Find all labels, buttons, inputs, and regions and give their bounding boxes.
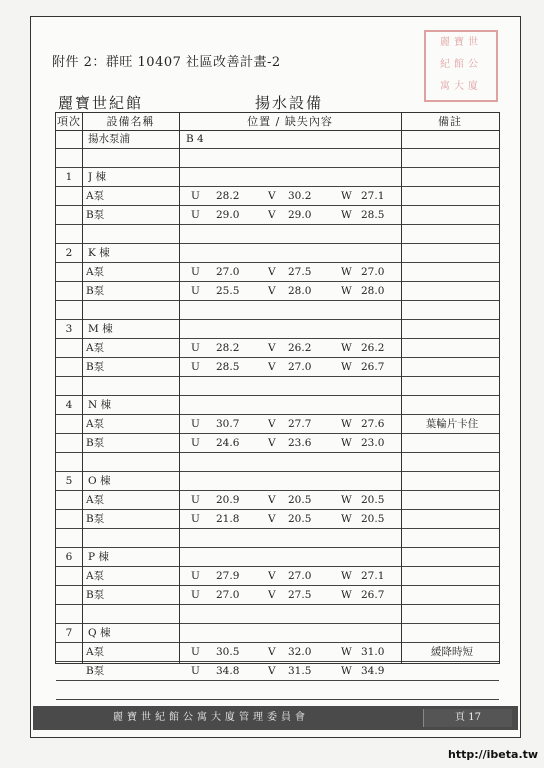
phase-w-value: 28.0 — [361, 285, 385, 297]
phase-v-value: 31.5 — [288, 665, 312, 677]
phase-label-w: W — [341, 342, 352, 354]
phase-label-w: W — [341, 361, 352, 373]
phase-v-value: 20.5 — [288, 494, 312, 506]
pump-name: A泵 — [86, 418, 105, 430]
phase-w-value: 26.7 — [361, 361, 385, 373]
phase-label-v: V — [268, 513, 276, 525]
seal-stamp — [424, 30, 498, 102]
phase-v-value: 26.2 — [288, 342, 312, 354]
column-divider — [82, 113, 83, 663]
phase-label-u: U — [191, 266, 200, 278]
phase-label-v: V — [268, 209, 276, 221]
watermark: http://ibeta.tw — [448, 748, 539, 761]
table-row — [56, 567, 499, 586]
phase-label-v: V — [268, 589, 276, 601]
table-row — [56, 491, 499, 510]
remark-text — [406, 662, 498, 680]
item-number: 1 — [65, 171, 73, 183]
table-row — [56, 282, 499, 301]
phase-v-value: 30.2 — [288, 190, 312, 202]
table-row — [56, 586, 499, 605]
phase-label-v: V — [268, 342, 276, 354]
phase-v-value: 27.5 — [288, 266, 312, 278]
building-label: K 棟 — [88, 247, 110, 259]
appendix-title: 附件 2：群旺 10407 社區改善計畫-2 — [52, 55, 281, 70]
table-row — [56, 396, 499, 415]
phase-u-value: 27.9 — [216, 570, 240, 582]
table-row — [56, 453, 499, 472]
table-header — [56, 113, 499, 131]
phase-label-v: V — [268, 190, 276, 202]
phase-u-value: 28.2 — [216, 342, 240, 354]
pump-name: B泵 — [86, 209, 105, 221]
phase-label-v: V — [268, 494, 276, 506]
item-number: 6 — [65, 551, 73, 563]
remark-text — [406, 567, 498, 585]
phase-w-value: 20.5 — [361, 494, 385, 506]
table-row — [56, 168, 499, 187]
phase-u-value: 20.9 — [216, 494, 240, 506]
phase-label-w: W — [341, 646, 352, 658]
header-item: 項次 — [57, 115, 81, 128]
building-label: J 棟 — [88, 171, 107, 183]
phase-label-w: W — [341, 494, 352, 506]
phase-label-u: U — [191, 570, 200, 582]
phase-u-value: 28.5 — [216, 361, 240, 373]
table-row — [56, 225, 499, 244]
phase-label-v: V — [268, 665, 276, 677]
phase-w-value: 27.0 — [361, 266, 385, 278]
phase-w-value: 26.2 — [361, 342, 385, 354]
pump-name: B泵 — [86, 589, 105, 601]
phase-v-value: 20.5 — [288, 513, 312, 525]
phase-label-w: W — [341, 266, 352, 278]
phase-w-value: 20.5 — [361, 513, 385, 525]
building-label: M 棟 — [88, 323, 113, 335]
remark-text — [406, 586, 498, 604]
item-number: 3 — [65, 323, 73, 335]
remark-text — [406, 434, 498, 452]
phase-w-value: 28.5 — [361, 209, 385, 221]
building-name: 麗寶世紀館 — [58, 94, 144, 112]
pump-name: B泵 — [86, 437, 105, 449]
phase-label-u: U — [191, 665, 200, 677]
phase-u-value: 29.0 — [216, 209, 240, 221]
phase-label-u: U — [191, 209, 200, 221]
table-row — [56, 510, 499, 529]
phase-label-w: W — [341, 513, 352, 525]
section-title: 揚水設備 — [255, 94, 324, 112]
remark-text — [406, 339, 498, 357]
header-location: 位置 / 缺失內容 — [247, 115, 333, 128]
table-row — [56, 187, 499, 206]
table-row — [56, 301, 499, 320]
location-text: B 4 — [186, 133, 204, 145]
table-row — [56, 339, 499, 358]
pump-name: A泵 — [86, 190, 105, 202]
remark-text — [406, 510, 498, 528]
phase-label-u: U — [191, 589, 200, 601]
phase-label-u: U — [191, 190, 200, 202]
pump-name: A泵 — [86, 494, 105, 506]
table-row — [56, 358, 499, 377]
remark-text — [406, 206, 498, 224]
phase-label-w: W — [341, 209, 352, 221]
phase-label-w: W — [341, 418, 352, 430]
phase-u-value: 27.0 — [216, 589, 240, 601]
phase-v-value: 32.0 — [288, 646, 312, 658]
table-row — [56, 263, 499, 282]
table-row — [56, 643, 499, 662]
table-row — [56, 662, 499, 681]
table-row — [56, 149, 499, 168]
phase-label-v: V — [268, 285, 276, 297]
table-row — [56, 529, 499, 548]
header-equipment: 設備名稱 — [106, 115, 155, 128]
remark-text — [406, 491, 498, 509]
building-label: Q 棟 — [88, 627, 111, 639]
phase-w-value: 27.6 — [361, 418, 385, 430]
phase-u-value: 24.6 — [216, 437, 240, 449]
pump-name: A泵 — [86, 570, 105, 582]
building-label: N 棟 — [88, 399, 112, 411]
phase-v-value: 23.6 — [288, 437, 312, 449]
phase-u-value: 21.8 — [216, 513, 240, 525]
phase-label-u: U — [191, 494, 200, 506]
phase-label-v: V — [268, 570, 276, 582]
table-row — [56, 206, 499, 225]
table-row — [56, 415, 499, 434]
pump-name: A泵 — [86, 342, 105, 354]
phase-w-value: 23.0 — [361, 437, 385, 449]
phase-w-value: 34.9 — [361, 665, 385, 677]
table-row — [56, 472, 499, 491]
pump-name: A泵 — [86, 266, 105, 278]
remark-text — [406, 187, 498, 205]
column-divider — [401, 113, 402, 663]
phase-label-w: W — [341, 665, 352, 677]
page-number: 頁 17 — [423, 709, 512, 727]
phase-u-value: 25.5 — [216, 285, 240, 297]
stamp-line: 麗寶世 — [440, 37, 482, 48]
remark-text: 葉輪片卡住 — [425, 418, 479, 430]
table-row — [56, 681, 499, 700]
phase-label-u: U — [191, 513, 200, 525]
item-number: 4 — [65, 399, 73, 411]
remark-text — [406, 358, 498, 376]
phase-label-u: U — [191, 418, 200, 430]
footer-title: 麗寶世紀館公寓大廈管理委員會 — [113, 712, 309, 723]
phase-label-u: U — [191, 437, 200, 449]
remark-text — [406, 282, 498, 300]
phase-u-value: 30.5 — [216, 646, 240, 658]
phase-label-v: V — [268, 646, 276, 658]
equipment-table — [55, 112, 500, 677]
phase-label-u: U — [191, 342, 200, 354]
phase-w-value: 31.0 — [361, 646, 385, 658]
phase-label-v: V — [268, 266, 276, 278]
phase-w-value: 26.7 — [361, 589, 385, 601]
table-row — [56, 605, 499, 624]
phase-u-value: 34.8 — [216, 665, 240, 677]
table-row — [56, 130, 499, 149]
stamp-line: 紀館公 — [440, 59, 482, 70]
phase-label-w: W — [341, 570, 352, 582]
pump-name: B泵 — [86, 665, 105, 677]
phase-label-w: W — [341, 589, 352, 601]
equipment-name: 揚水泵浦 — [88, 133, 130, 145]
remark-text: 緩降時短 — [431, 646, 473, 658]
pump-name: B泵 — [86, 361, 105, 373]
table-row — [56, 244, 499, 263]
phase-label-u: U — [191, 285, 200, 297]
header-remark: 備註 — [438, 115, 462, 128]
item-number: 2 — [65, 247, 73, 259]
phase-v-value: 27.5 — [288, 589, 312, 601]
phase-u-value: 27.0 — [216, 266, 240, 278]
pump-name: B泵 — [86, 513, 105, 525]
table-row — [56, 624, 499, 643]
phase-label-w: W — [341, 437, 352, 449]
phase-v-value: 27.0 — [288, 361, 312, 373]
phase-label-u: U — [191, 361, 200, 373]
phase-u-value: 28.2 — [216, 190, 240, 202]
phase-label-v: V — [268, 418, 276, 430]
item-number: 7 — [65, 627, 73, 639]
building-label: P 棟 — [88, 551, 109, 563]
phase-label-w: W — [341, 190, 352, 202]
table-row — [56, 548, 499, 567]
phase-w-value: 27.1 — [361, 570, 385, 582]
pump-name: B泵 — [86, 285, 105, 297]
building-label: O 棟 — [88, 475, 111, 487]
phase-label-v: V — [268, 361, 276, 373]
phase-v-value: 29.0 — [288, 209, 312, 221]
footer-bar — [33, 706, 518, 730]
stamp-line: 寓大廈 — [440, 81, 482, 92]
table-row — [56, 377, 499, 396]
phase-label-w: W — [341, 285, 352, 297]
table-row — [56, 434, 499, 453]
phase-w-value: 27.1 — [361, 190, 385, 202]
phase-label-u: U — [191, 646, 200, 658]
phase-u-value: 30.7 — [216, 418, 240, 430]
pump-name: A泵 — [86, 646, 105, 658]
column-divider — [179, 113, 180, 663]
phase-v-value: 27.0 — [288, 570, 312, 582]
remark-text — [406, 263, 498, 281]
item-number: 5 — [65, 475, 73, 487]
phase-v-value: 28.0 — [288, 285, 312, 297]
phase-v-value: 27.7 — [288, 418, 312, 430]
table-row — [56, 320, 499, 339]
phase-label-v: V — [268, 437, 276, 449]
